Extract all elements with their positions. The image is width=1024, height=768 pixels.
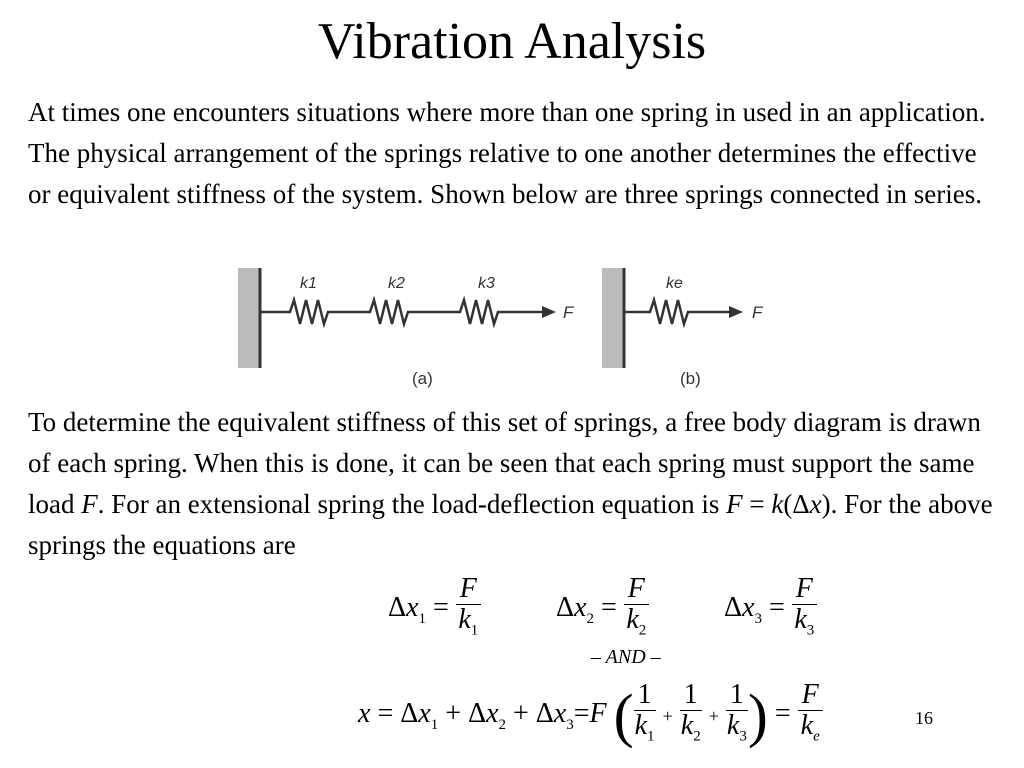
label-k1: k1 [300, 275, 317, 292]
label-force-a: F [563, 303, 574, 322]
p2-symbol-F: F [81, 489, 98, 519]
p2-eq-equals: = [742, 489, 772, 519]
p2-eq-close: ) [821, 489, 831, 519]
equation-total: $x = \Delta x_1 + \Delta x_2 + \Delta x_3=F$ ( $\frac{1}{k_1}$ + $\frac{1}{k_2}$ + $\frac{1}{k_3}$ ) = $\frac{F}{k_e}$ [358, 680, 823, 752]
p2-text-1: To determine the equivalent stiffness of this set of springs, a free body diagram is drawn of each spring. When this is done, it can be seen that each spring must support the same load [28, 407, 981, 519]
p2-eq-F: F [726, 489, 743, 519]
label-ke: ke [666, 275, 683, 292]
spring-equivalent [624, 300, 732, 324]
body-paragraph [28, 402, 1003, 566]
equation-dx3: $\Delta x_3$ = $\frac{F}{k_3}$ [724, 574, 817, 646]
p2-eq-k: k [771, 489, 784, 519]
p2-text-3: . For the above springs the equations are [28, 489, 993, 560]
wall-a [238, 268, 260, 368]
p2-eq-open: (Δ [783, 489, 810, 519]
springs-diagram [230, 262, 790, 392]
wall-b [602, 268, 624, 368]
equation-dx2: $\Delta x_2$ = $\frac{F}{k_2}$ [556, 574, 649, 646]
page-number: 16 [915, 708, 933, 728]
slide-title: Vibration Analysis [317, 13, 707, 70]
force-arrow-a [542, 306, 556, 318]
equation-dx1: $\Delta x_1$ = $\frac{F}{k_1}$ [388, 574, 481, 646]
caption-a: (a) [412, 369, 433, 388]
label-k3: k3 [478, 275, 495, 292]
force-arrow-b [729, 306, 743, 318]
caption-b: (b) [680, 369, 701, 388]
spring-series-chain [260, 300, 545, 324]
p2-text-2: . For an extensional spring the load-deflection equation is [97, 489, 727, 519]
and-separator: – AND – [591, 646, 661, 668]
p2-eq-x: x [809, 489, 822, 519]
intro-paragraph: At times one encounters situations where more than one spring in used in an application. The physical arrangement of the springs relative to one another determines the effective or equivalent stiffness of the system. Shown below are three springs connected in series. [28, 97, 986, 209]
label-k2: k2 [388, 275, 405, 292]
label-force-b: F [752, 303, 763, 322]
